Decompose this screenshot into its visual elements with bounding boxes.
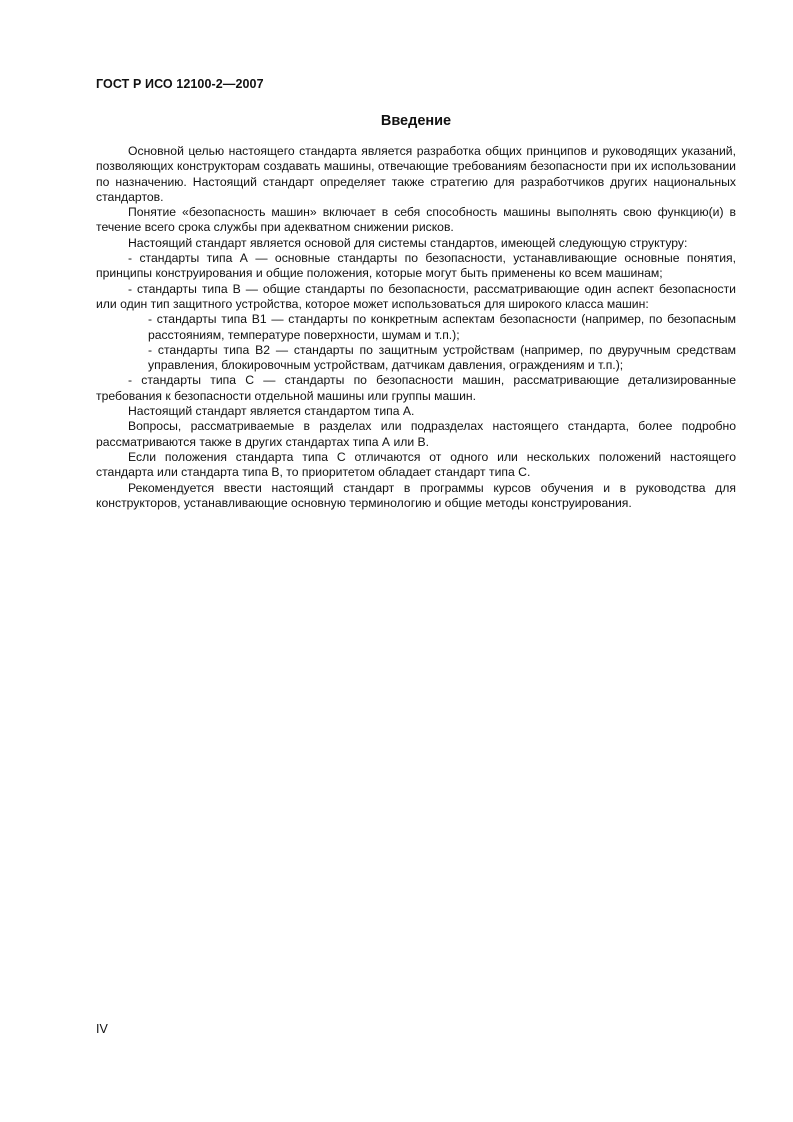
paragraph-structure-intro: Настоящий стандарт является основой для системы стандартов, имеющей следующую структуру: — [128, 235, 688, 250]
list-item-type-b1: - стандарты типа В1 — стандарты по конкретным аспектам безопасности (например, по безопасным расстояниям, температуре поверхности, шумам и т.п.); — [148, 312, 736, 342]
list-item-type-c: - стандарты типа С — стандарты по безопасности машин, рассматривающие детализированные требования к безопасности отдельной машины или группы машин. — [96, 373, 736, 403]
paragraph-recommendation: Рекомендуется ввести настоящий стандарт в программы курсов обучения и в руководства для конструкторов, устанавливающие основную терминологию и общие методы конструирования. — [96, 480, 736, 510]
paragraph-purpose: Основной целью настоящего стандарта является разработка общих принципов и руководящих указаний, позволяющих конструкторам создавать машины, отвечающие требованиям безопасности при их использовании по назначению. Настоящий стандарт определяет также стратегию для разработчиков других национальных стандартов. — [96, 144, 736, 204]
list-item-type-b: - стандарты типа В — общие стандарты по безопасности, рассматривающие один аспект безопасности или один тип защитного устройства, которое может использоваться для широкого класса машин: — [96, 281, 736, 311]
paragraph-machine-safety-concept: Понятие «безопасность машин» включает в себя способность машины выполнять свою функцию(и) в течение всего срока службы при адекватном снижении рисков. — [96, 205, 736, 235]
list-item-type-b2: - стандарты типа В2 — стандарты по защитным устройствам (например, по двуручным средствам управления, блокировочным устройствам, датчикам давления, ограждениям и т.п.); — [148, 342, 736, 373]
paragraph-related-standards: Вопросы, рассматриваемые в разделах или подразделах настоящего стандарта, более подробно рассматриваются также в других стандартах типа А или В. — [96, 419, 736, 449]
section-title: Введение — [380, 113, 452, 129]
paragraph-standard-type: Настоящий стандарт является стандартом типа А. — [128, 404, 415, 419]
list-item-type-a: - стандарты типа А — основные стандарты по безопасности, устанавливающие основные понятия, принципы конструирования и общие положения, которые могут быть применены ко всем машинам; — [96, 251, 736, 281]
document-header-code: ГОСТ Р ИСО 12100-2—2007 — [96, 77, 264, 91]
paragraph-priority: Если положения стандарта типа С отличаются от одного или нескольких положений настоящего стандарта или стандарта типа В, то приоритетом обладает стандарт типа С. — [96, 449, 736, 480]
page-number: IV — [96, 1022, 108, 1036]
body-text — [96, 144, 736, 511]
